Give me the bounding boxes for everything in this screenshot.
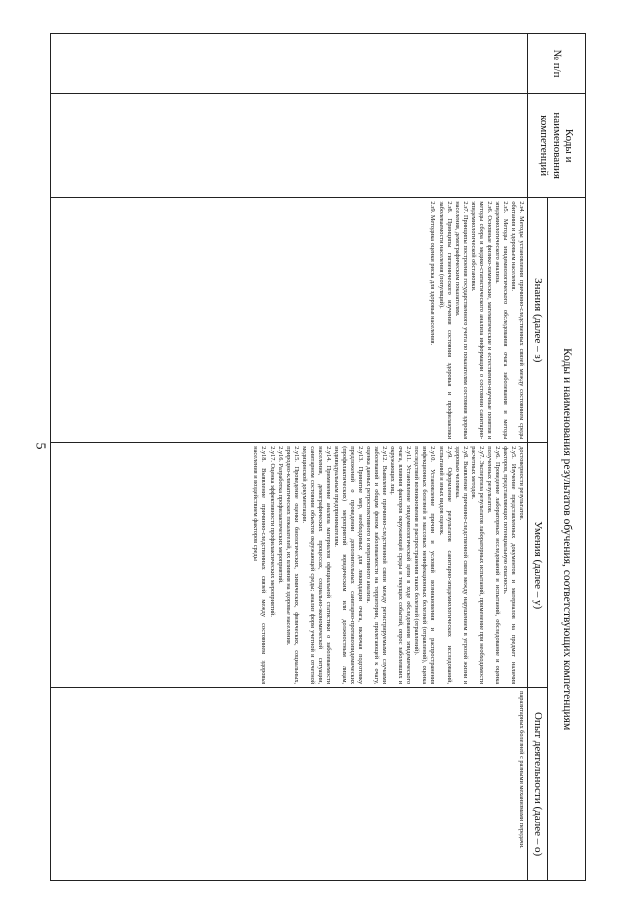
- skill-item: достоверности результатов.: [518, 446, 525, 521]
- experience-item: паразитарных болезней с разными механизмами передачи.: [518, 691, 525, 849]
- skill-item: 2.у12. Выявление причинно-следственной связи между регистрируемыми случаями заболеваний и общим фоном заболеваемости на территории, прилегающей к очагу, оценка данных ретроспективного и оперативного анализа.: [365, 446, 389, 685]
- skill-item: 2.у14. Применение анализа материалов официальной статистики о заболеваемости населения, демографических процессах, социально-экономической ситуации, санитарном состоянии объектов окружающей среды; анализ форм учетной и отчетной медицинской документации.: [300, 446, 332, 685]
- header-codes: Коды и наименования компетенций: [528, 94, 586, 198]
- skill-item: 2.у11. Установление эпидемиологической цепи в ходе обследования эпидемического очага, влияния факторов окружающей среды и текущих событий, опрос заболевших и окружающих лиц.: [389, 446, 413, 685]
- cell-codes: [51, 94, 528, 198]
- header-skills: Умения (далее – у): [528, 443, 548, 688]
- skill-item: 2.у17. Оценка эффективности профилактических мероприятий.: [268, 446, 276, 617]
- skill-item: 2.у5. Изучение представленных документов и материалов на предмет наличия факторов, представляющих потенциальную опасность.: [501, 446, 517, 685]
- skill-item: 2.у7. Экспертиза результатов лабораторных испытаний, применение при необходимости расчетных методов.: [469, 446, 485, 685]
- knowledge-item: 2.з7. Принципы построения государственного учета по показателям состояния здоровья населения, демографическим показателям.: [453, 201, 469, 440]
- table-row: [51, 34, 528, 881]
- skill-item: 2.у16. Разработка профилактических мероприятий.: [276, 446, 284, 584]
- knowledge-cell: [51, 198, 528, 443]
- cell-num: [51, 34, 528, 94]
- skill-item: 2.у15. Проведение оценки биологических, химических, физических, социальных, природно-климатических показателей, их влияния на здоровье населения.: [284, 446, 300, 685]
- competencies-table: [50, 33, 586, 881]
- experience-cell: [51, 688, 528, 881]
- header-num: № п/п: [528, 34, 586, 94]
- skill-item: 2.у10. Установление причин и условий возникновения и распространения инфекционных болезней и массовых неинфекционных болезней (отравлений), оценка последствий возникновения и распространения таких болезней (отравлений).: [413, 446, 437, 685]
- header-knowledge: Знания (далее – з): [528, 198, 548, 443]
- rotated-page-content: [50, 33, 586, 881]
- knowledge-item: 2.з4. Методы установления причинно-следственных связей между состоянием среды обитания и здоровьем населения.: [509, 201, 525, 440]
- header-experience: Опыт деятельности (далее – о): [528, 688, 548, 881]
- skill-item: 2.у18. Выявление причинно-следственных связей между состоянием здоровья населения и воздействием факторов среды: [252, 446, 268, 685]
- skills-cell: [51, 443, 528, 688]
- skill-item: 2.у9. Оформление результатов санитарно-эпидемиологических исследований, испытаний и иных видов оценок.: [437, 446, 453, 685]
- knowledge-item: 2.з8. Принципы гигиенического изучения состояния здоровья и профилактики заболеваемости населения (популяций).: [437, 201, 453, 440]
- knowledge-item: 2.з6. Основные физико-химические, математические и естественно-научные понятия и методы сбора и медико-статистического анализа информации о состоянии санитарно-эпидемиологической обстановки.: [469, 201, 493, 440]
- skill-item: 2.у6. Проведение лабораторных исследований и испытаний, обследование и оценка полученных результатов.: [485, 446, 501, 685]
- knowledge-item: 2.з9. Методика оценки риска для здоровья населения.: [429, 201, 437, 346]
- skill-item: 2.у8. Выявление причинно-следственной связи между нарушением в угрозой жизни и здоровью человека.: [453, 446, 469, 685]
- knowledge-item: 2.з5. Методы эпидемиологического обследования очага заболевания и методы эпидемиологического анализа.: [493, 201, 509, 440]
- header-results: Коды и наименования результатов обучения, соответствующих компетенциям: [548, 198, 586, 881]
- page-number: 5: [32, 442, 48, 450]
- skill-item: 2.у13. Принятие мер, необходимых для ликвидации очага, включая подготовку предложений о проведении дополнительных санитарно-противоэпидемических (профилактических) мероприятий юридическим или должностным лицам, индивидуальным предпринимателям.: [332, 446, 365, 685]
